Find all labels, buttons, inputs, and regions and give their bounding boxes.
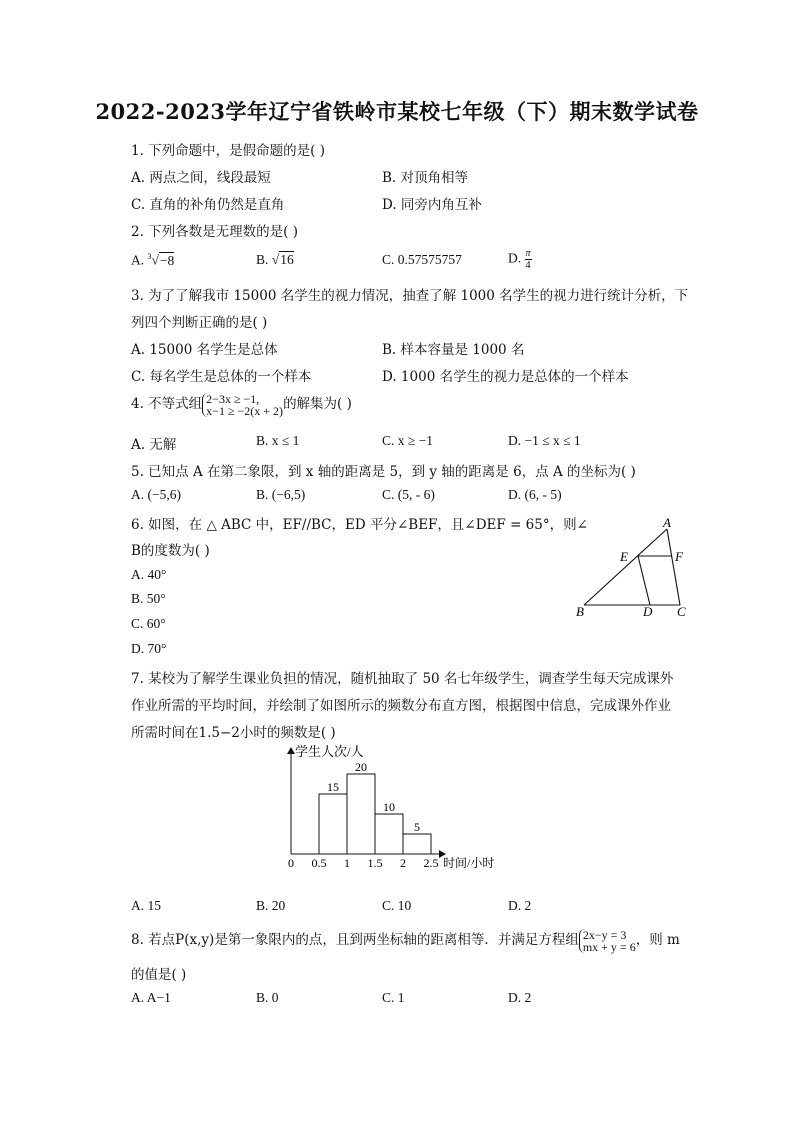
q2-a-root-index: 3 (147, 252, 152, 261)
q3-option-a: A. 15000 名学生是总体 (131, 342, 278, 358)
q7-option-d: D. 2 (508, 898, 532, 913)
q5-option-d: D. (6, - 5) (508, 487, 562, 502)
q4-option-d: D. −1 ≤ x ≤ 1 (508, 433, 581, 448)
q6-option-a: A. 40° (131, 567, 167, 582)
question-2-stem: 2. 下列各数是无理数的是( ) (131, 224, 298, 240)
q2-d-numerator: π (525, 248, 531, 259)
triangle-figure (570, 515, 700, 623)
question-8-stem-line2: 的值是( ) (131, 967, 187, 983)
x-tick-label: 0 (288, 856, 294, 870)
q2-option-c: C. 0.57575757 (382, 252, 462, 267)
q7-option-a: A. 15 (131, 898, 161, 913)
q2-d-label: D. (508, 250, 522, 266)
q1-option-c: C. 直角的补角仍然是直角 (131, 197, 285, 213)
q5-option-c: C. (5, - 6) (382, 487, 435, 502)
q2-d-denominator: 4 (525, 260, 531, 271)
x-tick-label: 2 (400, 856, 406, 870)
q8-option-b: B. 0 (256, 990, 279, 1005)
question-5-stem: 5. 已知点 A 在第二象限，到 x 轴的距离是 5，到 y 轴的距离是 6，点 A 的坐标为( ) (131, 464, 636, 480)
q8-equation-system (579, 929, 636, 953)
question-7-stem-line2: 作业所需的平均时间，并绘制了如图所示的频数分布直方图，根据图中信息，完成课外作业 (131, 698, 671, 714)
q4-option-a: A. 无解 (131, 437, 177, 453)
q2-option-d (508, 248, 532, 271)
histogram-bar (403, 834, 431, 854)
q4-option-c: C. x ≥ −1 (382, 433, 434, 448)
x-axis-label: 时间/小时 (443, 856, 495, 870)
q5-option-a: A. (−5,6) (131, 487, 181, 502)
x-tick-label: 1 (344, 856, 350, 870)
label-d: D (643, 604, 653, 619)
question-6-stem-line2: B的度数为( ) (131, 543, 210, 559)
q6-option-b: B. 50° (131, 591, 166, 606)
q8-stem-post: ，则 m (635, 932, 680, 948)
bar-value-label: 15 (327, 780, 339, 794)
q2-b-label: B. (256, 252, 269, 267)
q2-option-b (256, 252, 294, 268)
q4-line2: x−1 ≥ −2(x + 2) (206, 403, 284, 418)
label-a: A (663, 515, 671, 530)
question-3-stem-line2: 列四个判断正确的是( ) (131, 315, 268, 331)
x-tick-label: 2.5 (423, 856, 439, 870)
q1-option-b: B. 对顶角相等 (382, 170, 469, 186)
q4-stem-post: 的解集为( ) (283, 396, 352, 412)
question-7-stem-line1: 7. 某校为了解学生课业负担的情况，随机抽取了 50 名七年级学生，调查学生每天完成课外 (131, 671, 674, 687)
page-title: 2022-2023学年辽宁省铁岭市某校七年级（下）期末数学试卷 (95, 99, 699, 124)
question-6-stem-line1: 6. 如图，在 △ ABC 中，EF//BC，ED 平分∠BEF，且∠DEF = 65°，则∠ (131, 517, 588, 533)
q2-b-radicand: 16 (280, 252, 294, 267)
question-3-stem-line1: 3. 为了了解我市 15000 名学生的视力情况，抽查了解 1000 名学生的视力进行统计分析，下 (131, 288, 689, 304)
bar-value-label: 10 (383, 800, 395, 814)
segment-ac (667, 529, 680, 605)
q3-option-b: B. 样本容量是 1000 名 (382, 342, 525, 358)
histogram-bar (319, 794, 347, 854)
histogram-bar (375, 814, 403, 854)
q2-a-radicand: −8 (159, 252, 175, 268)
q4-line1: 2−3x ≥ −1, (206, 391, 260, 406)
label-f: F (675, 549, 683, 564)
q4-inequality-system (202, 393, 283, 417)
q6-option-c: C. 60° (131, 616, 166, 631)
q8-option-a: A. A−1 (131, 990, 171, 1005)
label-c: C (677, 604, 686, 619)
q4-option-b: B. x ≤ 1 (256, 433, 300, 448)
radical-icon: √ (151, 252, 159, 268)
bar-value-label: 20 (355, 760, 367, 774)
q7-option-b: B. 20 (256, 898, 286, 913)
bar-group (319, 760, 431, 854)
x-tick-label: 0.5 (311, 856, 327, 870)
question-1-stem: 1. 下列命题中，是假命题的是( ) (131, 143, 325, 159)
q2-option-a (131, 252, 174, 269)
question-8-stem (131, 928, 680, 953)
q8-option-c: C. 1 (382, 990, 405, 1005)
bar-value-label: 5 (414, 820, 420, 834)
question-7-stem-line3: 所需时间在1.5−2小时的频数是( ) (131, 725, 336, 741)
question-4-stem (131, 392, 352, 417)
q1-option-a: A. 两点之间，线段最短 (131, 170, 271, 186)
q8-option-d: D. 2 (508, 990, 532, 1005)
q5-option-b: B. (−6,5) (256, 487, 306, 502)
q1-option-d: D. 同旁内角互补 (382, 197, 482, 213)
q3-option-c: C. 每名学生是总体的一个样本 (131, 369, 312, 385)
q4-stem-pre: 4. 不等式组 (131, 396, 203, 412)
q8-line1: 2x−y = 3 (582, 927, 627, 942)
label-b: B (576, 604, 584, 619)
histogram-bar (347, 774, 375, 854)
x-tick-label: 1.5 (367, 856, 383, 870)
tick-group (288, 856, 439, 870)
q2-d-fraction (525, 248, 532, 271)
radical-icon: √ (271, 252, 280, 267)
label-e: E (620, 549, 628, 564)
segment-ab (584, 529, 667, 605)
q6-option-d: D. 70° (131, 641, 167, 656)
q8-stem-pre: 8. 若点P(x,y)是第一象限内的点，且到两坐标轴的距离相等．并满足方程组 (131, 932, 579, 948)
q3-option-d: D. 1000 名学生的视力是总体的一个样本 (382, 369, 629, 385)
segment-ed (638, 556, 650, 605)
q2-a-label: A. (131, 252, 145, 268)
q8-line2: mx + y = 6 (582, 939, 636, 954)
y-axis-label: 学生人次/人 (295, 744, 364, 759)
q7-option-c: C. 10 (382, 898, 412, 913)
frequency-histogram (275, 742, 515, 874)
